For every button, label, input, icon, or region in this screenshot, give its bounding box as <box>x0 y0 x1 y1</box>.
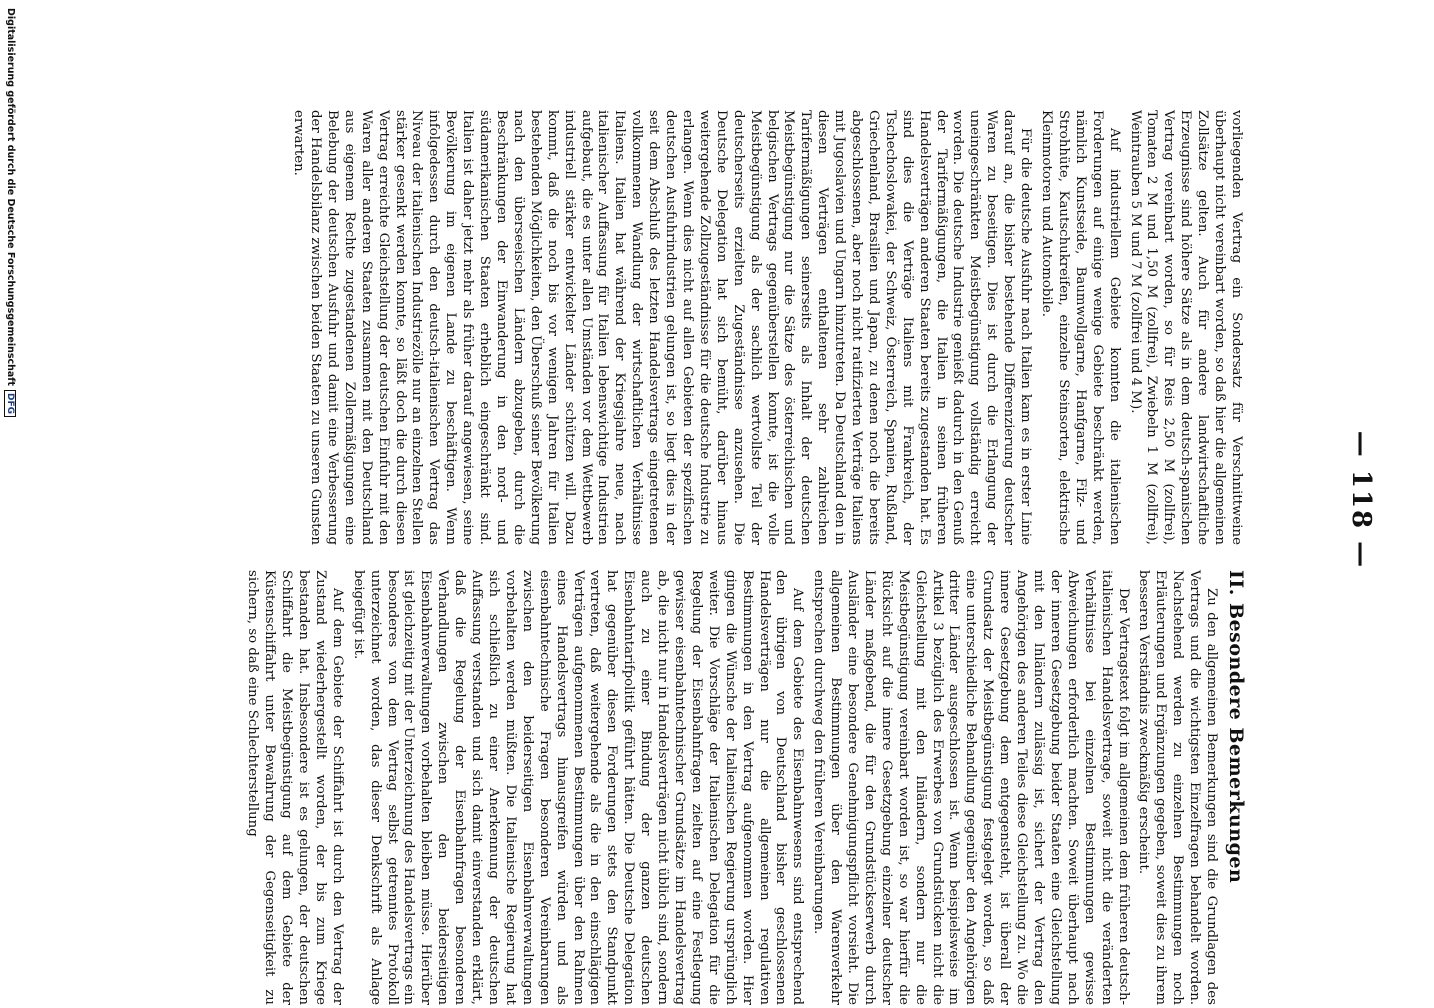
section-heading: II. Besondere Bemerkungen <box>1225 570 1247 884</box>
page-number: — 118 — <box>1346 430 1376 570</box>
paragraph: Zu den allgemeinen Bemerkungen sind die Grundlagen des Vertrags und die wichtigsten Einzelfragen behandelt worden. Nachstehend werden zu einzelnen Bestimmungen noch Erläuterungen und Ergänzungen gegeben, soweit dies zu ihrem besseren Verständnis zweckmäßig erscheint. <box>1136 570 1220 1005</box>
credit-text: Digitalisierung gefördert durch die Deutsche Forschungsgemeinschaft <box>5 8 16 386</box>
digitization-credit <box>4 8 16 1008</box>
text-column-right <box>164 570 1247 1005</box>
text-column-left <box>184 110 1244 545</box>
dfg-logo: DFG <box>4 390 16 417</box>
paragraph: Für die deutsche Ausfuhr nach Italien kam es in erster Linie darauf an, die bisher bestehende Differenzierung deutscher Waren zu beseitigen. Dies ist durch die Erlangung der uneingeschränkten Meistbegünstigung vollständig erreicht worden. Die deutsche Industrie genießt dadurch in den Genuß der Tarifermäßigungen, die Italien in seinen früheren Handelsverträgen anderen Staaten bereits zugestanden hat. Es sind dies die Verträge Italiens mit Frankreich, der Tschechoslowakei, der Schweiz, Österreich, Spanien, Rußland, Griechenland, Brasilien und Japan, zu denen noch die bereits abgeschlossenen, aber noch nicht ratifizierten Verträge Italiens mit Jugoslavien und Ungarn hinzutreten. Da Deutschland den in diesen Verträgen enthaltenen sehr zahlreichen Tarifermäßigungen seinerseits als Inhalt der deutschen Meistbegünstigung nur die Sätze des österreichischen und belgischen Vertrags gegenüberstellen konnte, ist die volle Meistbegünstigung als der sachlich wertvollste Teil der deutscherseits erzielten Zugeständnisse anzusehen. Die Deutsche Delegation hat sich bemüht, darüber hinaus weitergehende Zollzugeständnisse für die deutsche Industrie zu erlangen. Wenn dies nicht auf allen Gebieten der spezifischen deutschen Ausfuhrindustrien gelungen ist, so liegt dies in der seit dem Abschluß des letzten Handelsvertrags eingetretenen vollkommenen Wandlung der wirtschaftlichen Verhältnisse Italiens. Italien hat während der Kriegsjahre neue, nach italienischer Auffassung für Italien lebenswichtige Industrien aufgebaut, die es unter allen Umständen vor dem Wettbewerb industriell stärker entwickelter Länder schützen will. Dazu kommt, daß die noch bis vor wenigen Jahren für Italien bestehenden Möglichkeiten, den Überschuß seiner Bevölkerung nach den überseeischen Ländern abzugeben, durch die Beschränkungen der Einwanderung in den nord- und südamerikanischen Staaten erheblich eingeschränkt sind. Italien ist daher jetzt mehr als früher darauf angewiesen, seine Bevölkerung im eigenen Lande zu beschäftigen. Wenn infolgedessen durch den deutsch-italienischen Vertrag das Niveau der italienischen Industriezölle nur an einzelnen Stellen stärker gesenkt werden konnte, so läßt doch die durch diesen Vertrag erreichte Gleichstellung der deutschen Einfuhr mit den Waren aller anderen Staaten zusammen mit den Deutschland aus eigenem Rechte zugestandenen Zollermäßigungen eine Belebung der deutschen Ausfuhr und damit eine Verbesserung der Handelsbilanz zwischen beiden Staaten zu unseren Gunsten erwarten. <box>291 110 1034 545</box>
paragraph: Auf dem Gebiete der Schiffahrt ist durch den Vertrag der Zustand wiederhergestellt worden, der bis zum Kriege bestanden hat. Insbesondere ist es gelungen, der deutschen Schiffahrt die Meistbegünstigung auf dem Gebiete der Küstenschiffahrt unter Bewahrung der Gegenseitigkeit zu sichern, so daß eine Schlechterstellung <box>245 570 345 1005</box>
paragraph: Der Vertragstext folgt im allgemeinen dem früheren deutsch-italienischen Handelsvertrage, soweit nicht die veränderten Verhältnisse bei einzelnen Bestimmungen gewisse Abweichungen erforderlich machten. Soweit überhaupt nach der inneren Gesetzgebung beider Staaten eine Gleichstellung mit den Inländern zulässig ist, sichert der Vertrag den Angehörigen des anderen Teiles diese Gleichstellung zu. Wo die innere Gesetzgebung dem entgegensteht, ist überall der Grundsatz der Meistbegünstigung festgelegt worden, so daß eine unterschiedliche Behandlung gegenüber den Angehörigen dritter Länder ausgeschlossen ist. Wenn beispielsweise im Artikel 3 bezüglich des Erwerbes von Grundstücken nicht die Gleichstellung mit den Inländern, sondern nur die Meistbegünstigung vereinbart worden ist, so war hierfür die Rücksicht auf die innere Gesetzgebung einzelner deutscher Länder maßgebend, die für den Grundstückserwerb durch Ausländer eine besondere Genehmigungspflicht vorsieht. Die allgemeinen Bestimmungen über den Warenverkehr entsprechen durchweg den früheren Vereinbarungen. <box>811 570 1131 1005</box>
paragraph: vorliegenden Vertrag ein Sondersatz für Verschnittweine überhaupt nicht vereinbart worden, so daß hier die allgemeinen Zollsätze gelten. Auch für andere landwirtschaftliche Erzeugnisse sind höhere Sätze als in dem deutsch-spanischen Vertrag vereinbart worden, so für Reis 2,50 M (zollfrei), Tomaten 2 M und 1,50 M (zollfrei), Zwiebeln 1 M (zollfrei), Weintrauben 5 M und 7 M (zollfrei und 4 M). <box>1127 110 1244 545</box>
paragraph: Auf industriellem Gebiete konnten die italienischen Forderungen auf einige wenige Gebiete beschränkt werden, nämlich Kunstseide, Baumwollgarne, Hanfgarne, Filz- und Strohhüte, Kautschukreifen, einzelne Steinsorten, elektrische Kleinmotoren und Automobile. <box>1039 110 1122 545</box>
paragraph: Auf dem Gebiete des Eisenbahnwesens sind entsprechend den übrigen von Deutschland bisher geschlossenen Handelsverträgen nur die allgemeinen regulativen Bestimmungen in den Vertrag aufgenommen worden. Hier gingen die Wünsche der Italienischen Regierung ursprünglich weiter. Die Vorschläge der Italienischen Delegation für die Regelung der Eisenbahnfragen zielten auf eine Festlegung gewisser eisenbahntechnischer Grundsätze im Handelsvertrag ab, die nicht nur in Handelsverträgen nicht üblich sind, sondern auch zu einer Bindung der ganzen deutschen Eisenbahntarifpolitik geführt hätten. Die Deutsche Delegation hat gegenüber diesen Forderungen stets den Standpunkt vertreten, daß weitergehende als die in den einschlägigen Verträgen aufgenommenen Bestimmungen über den Rahmen eines Handelsvertrags hinausgreifen würden und als eisenbahntechnische Fragen besonderen Vereinbarungen zwischen den beiderseitigen Eisenbahnverwaltungen vorbehalten werden müßten. Die Italienische Regierung hat sich schließlich zu einer Anerkennung der deutschen Auffassung verstanden und sich damit einverstanden erklärt, daß die Regelung der Eisenbahnfragen besonderen Verhandlungen zwischen den beiderseitigen Eisenbahnverwaltungen vorbehalten bleiben müsse. Hierüber ist gleichzeitig mit der Unterzeichnung des Handelsvertrags ein besonderes von dem Vertrag selbst getrenntes Protokoll unterzeichnet worden, das dieser Denkschrift als Anlage beigefügt ist. <box>350 570 806 1005</box>
